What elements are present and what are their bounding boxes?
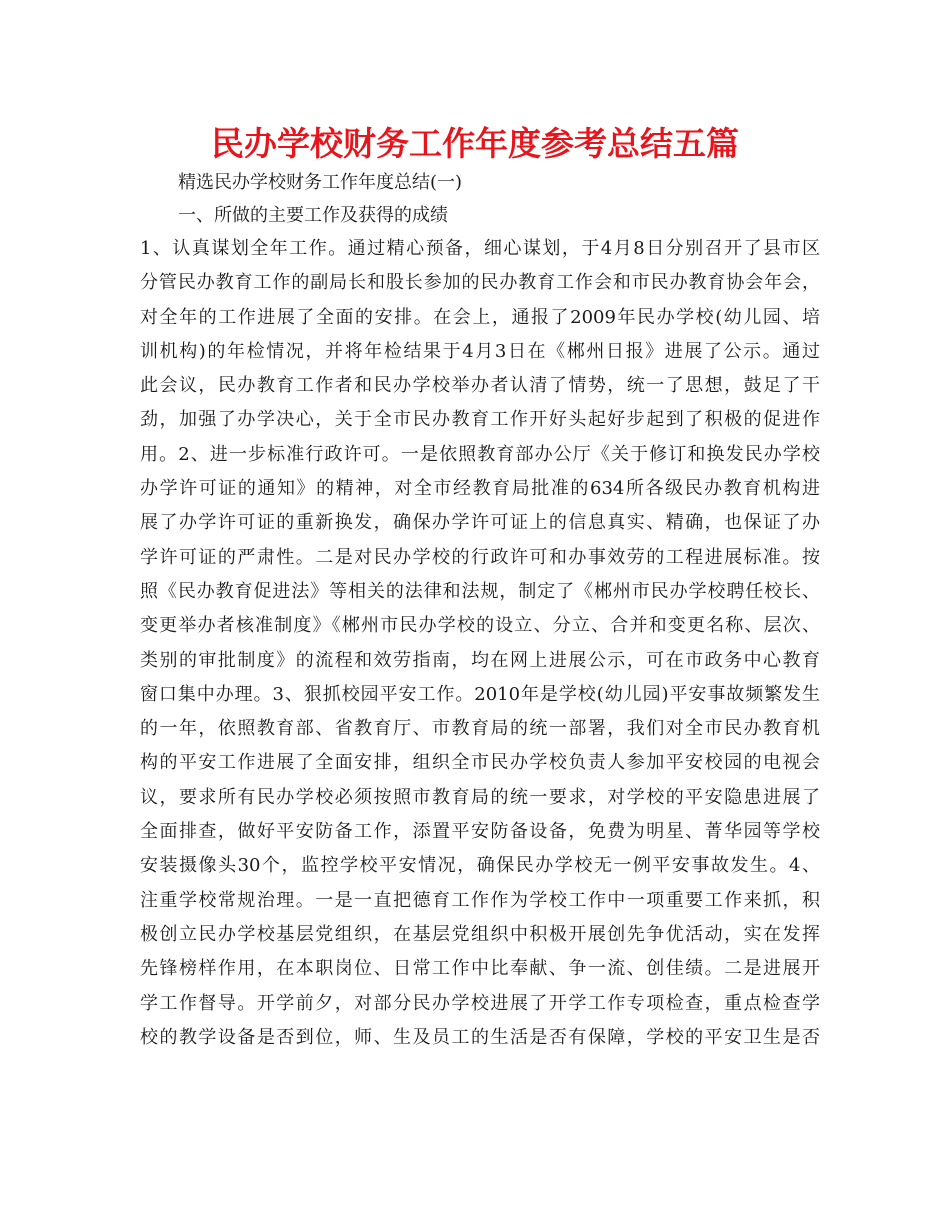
paragraph-line: 学工作督导。开学前夕，对部分民办学校进展了开学工作专项检查，重点检查学 [140, 992, 820, 1014]
paragraph-line: 全面排查，做好平安防备工作，添置平安防备设备，免费为明星、菁华园等学校 [140, 821, 820, 843]
paragraph-line: 展了办学许可证的重新换发，确保办学许可证上的信息真实、精确，也保证了办 [140, 512, 820, 534]
section-heading: 精选民办学校财务工作年度总结(一) [178, 172, 463, 193]
paragraph-line: 劲，加强了办学决心，关于全市民办教育工作开好头起好步起到了积极的促进作 [140, 409, 820, 431]
paragraph-line: 1、认真谋划全年工作。通过精心预备，细心谋划，于4月8日分别召开了县市区 [140, 238, 820, 259]
paragraph-line: 此会议，民办教育工作者和民办学校举办者认清了情势，统一了思想，鼓足了干 [140, 375, 820, 397]
paragraph-line: 用。2、进一步标准行政许可。一是依照教育部办公厅《关于修订和换发民办学校 [140, 443, 820, 465]
paragraph-line: 极创立民办学校基层党组织，在基层党组织中积极开展创先争优活动，实在发挥 [140, 923, 820, 945]
paragraph-line: 照《民办教育促进法》等相关的法律和法规，制定了《郴州市民办学校聘任校长、 [140, 580, 820, 602]
paragraph-line: 先锋榜样作用，在本职岗位、日常工作中比奉献、争一流、创佳绩。二是进展开 [140, 958, 820, 980]
paragraph-line: 对全年的工作进展了全面的安排。在会上，通报了2009年民办学校(幼儿园、培 [140, 306, 820, 328]
paragraph-line: 的一年，依照教育部、省教育厅、市教育局的统一部署，我们对全市民办教育机 [140, 718, 820, 740]
document-title: 民办学校财务工作年度参考总结五篇 [211, 124, 739, 163]
paragraph-line: 校的教学设备是否到位，师、生及员工的生活是否有保障，学校的平安卫生是否 [140, 1026, 820, 1048]
paragraph-line: 安装摄像头30个，监控学校平安情况，确保民办学校无一例平安事故发生。4、 [140, 855, 820, 877]
paragraph-line: 变更举办者核准制度》《郴州市民办学校的设立、分立、合并和变更名称、层次、 [140, 615, 820, 637]
paragraph-line: 办学许可证的通知》的精神，对全市经教育局批准的634所各级民办教育机构进 [140, 478, 820, 500]
paragraph-line: 训机构)的年检情况，并将年检结果于4月3日在《郴州日报》进展了公示。通过 [140, 340, 820, 362]
paragraph-line: 构的平安工作进展了全面安排，组织全市民办学校负责人参加平安校园的电视会 [140, 752, 820, 774]
paragraph-line: 注重学校常规治理。一是一直把德育工作作为学校工作中一项重要工作来抓，积 [140, 889, 820, 911]
paragraph-line: 学许可证的严肃性。二是对民办学校的行政许可和办事效劳的工程进展标准。按 [140, 546, 820, 568]
paragraph-line: 类别的审批制度》的流程和效劳指南，均在网上进展公示，可在市政务中心教育 [140, 649, 820, 671]
paragraph-line: 窗口集中办理。3、狠抓校园平安工作。2010年是学校(幼儿园)平安事故频繁发生 [140, 683, 820, 705]
paragraph-line: 议，要求所有民办学校必须按照市教育局的统一要求，对学校的平安隐患进展了 [140, 786, 820, 808]
paragraph-line: 分管民办教育工作的副局长和股长参加的民办教育工作会和市民办教育协会年会， [140, 272, 820, 294]
subsection-heading: 一、所做的主要工作及获得的成绩 [178, 205, 448, 226]
body-paragraph [140, 232, 820, 1055]
